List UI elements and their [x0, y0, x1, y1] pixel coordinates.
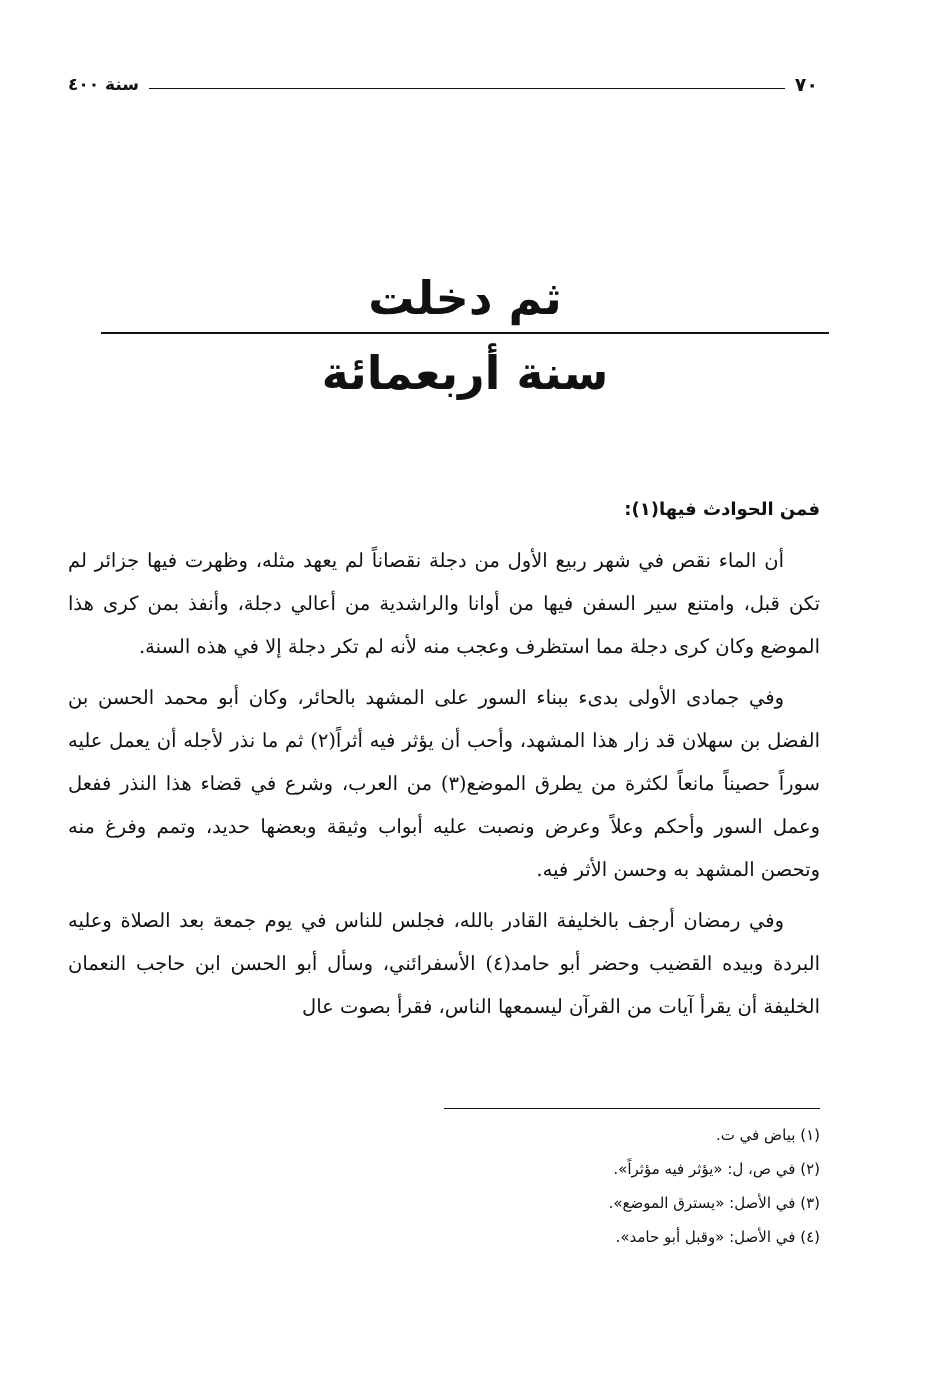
footnotes — [68, 1118, 820, 1254]
footnote: (٣) في الأصل: «يسترق الموضع». — [608, 1194, 820, 1212]
header-year-label: سنة ٤٠٠ — [68, 75, 140, 95]
chapter-title — [0, 268, 930, 408]
body-text — [68, 488, 820, 1036]
paragraph: وفي رمضان أرجف بالخليفة القادر بالله، فجلس للناس في يوم جمعة بعد الصلاة وعليه البردة وبيده القضيب وحضر أبو حامد(٤) الأسفرائني، وسأل أبو الحسن ابن حاجب النعمان الخليفة أن يقرأ آيات من القرآن ليسمعها الناس، فقرأ بصوت عال — [68, 909, 820, 1018]
running-header — [68, 70, 818, 100]
page-number: ٧٠ — [794, 74, 818, 96]
footnote-divider — [444, 1108, 820, 1109]
title-divider — [101, 332, 829, 334]
chapter-title-line1: ثم دخلت — [368, 271, 562, 325]
paragraph: وفي جمادى الأولى بدىء ببناء السور على المشهد بالحائر، وكان أبو محمد الحسن بن الفضل بن سهلان قد زار هذا المشهد، وأحب أن يؤثر فيه أثراً(٢) ثم ما نذر لأجله أن يعمل عليه سوراً حصيناً مانعاً لكثرة من يطرق الموضع(٣) من العرب، وشرع في قضاء هذا النذر ففعل وعمل السور وأحكم وعلاً وعرض ونصبت عليه أبواب وثيقة وبعضها حديد، وتمم وفرغ منه وتحصن المشهد به وحسن الأثر فيه. — [68, 686, 821, 881]
header-rule — [149, 88, 785, 89]
footnote: (٤) في الأصل: «وقبل أبو حامد». — [615, 1228, 820, 1246]
footnote: (١) بياض في ت. — [715, 1126, 820, 1144]
footnote: (٢) في ص، ل: «يؤثر فيه مؤثراً». — [613, 1160, 820, 1178]
paragraph: أن الماء نقص في شهر ربيع الأول من دجلة نقصاناً لم يعهد مثله، وظهرت فيها جزائر لم تكن قبل، وامتنع سير السفن فيها من أوانا والراشدية من أعالي دجلة، وأنفذ بمن كرى هذا الموضع وكان كرى دجلة مما استظرف وعجب منه لأنه لم تكر دجلة إلا في هذه السنة. — [68, 549, 820, 658]
section-lead: فمن الحوادث فيها(١): — [624, 499, 820, 520]
chapter-title-line2: سنة أربعمائة — [321, 346, 609, 400]
